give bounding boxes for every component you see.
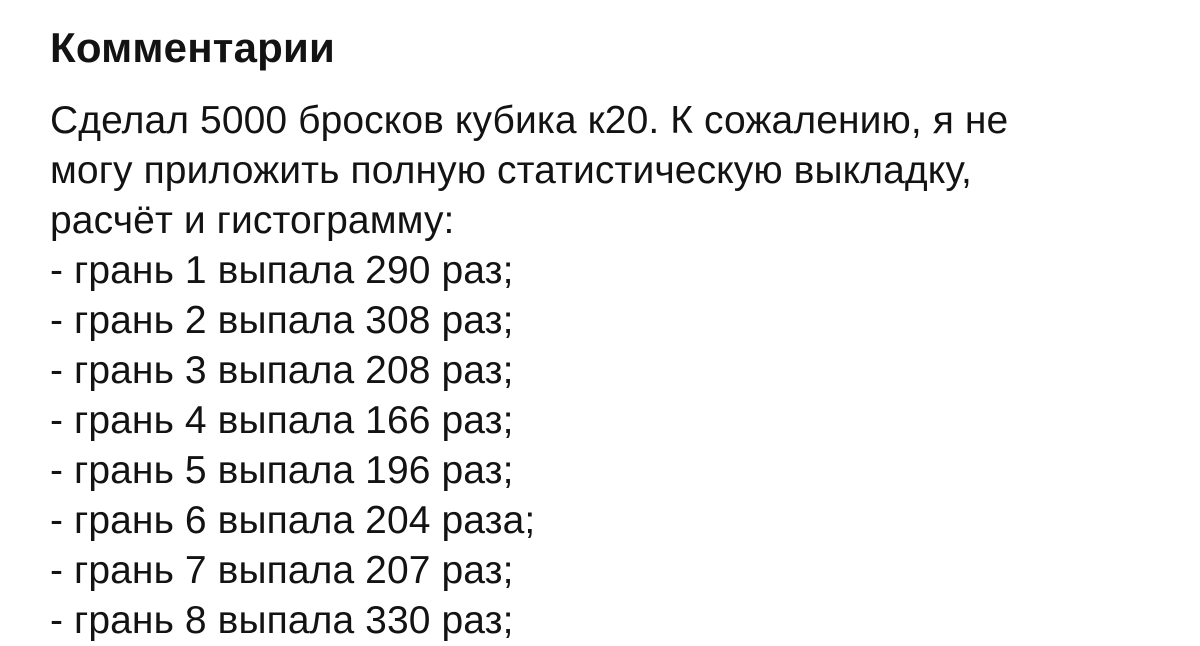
- list-item-face-3: - грань 3 выпала 208 раз;: [50, 349, 514, 392]
- comments-heading: Комментарии: [50, 24, 336, 71]
- list-item-face-7: - грань 7 выпала 207 раз;: [50, 549, 514, 592]
- list-item-face-6: - грань 6 выпала 204 раза;: [50, 499, 536, 542]
- list-item-face-4: - грань 4 выпала 166 раз;: [50, 399, 514, 442]
- comment-body: [50, 96, 1160, 646]
- list-item-face-8: - грань 8 выпала 330 раз;: [50, 599, 514, 642]
- list-item-face-1: - грань 1 выпала 290 раз;: [50, 249, 514, 292]
- list-item-face-2: - грань 2 выпала 308 раз;: [50, 299, 514, 342]
- paragraph-line-3: расчёт и гистограмму:: [50, 199, 455, 242]
- paragraph-line-2: могу приложить полную статистическую выкладку,: [50, 149, 972, 192]
- list-item-face-5: - грань 5 выпала 196 раз;: [50, 449, 514, 492]
- paragraph-line-1: Сделал 5000 бросков кубика к20. К сожалению, я не: [50, 99, 1009, 142]
